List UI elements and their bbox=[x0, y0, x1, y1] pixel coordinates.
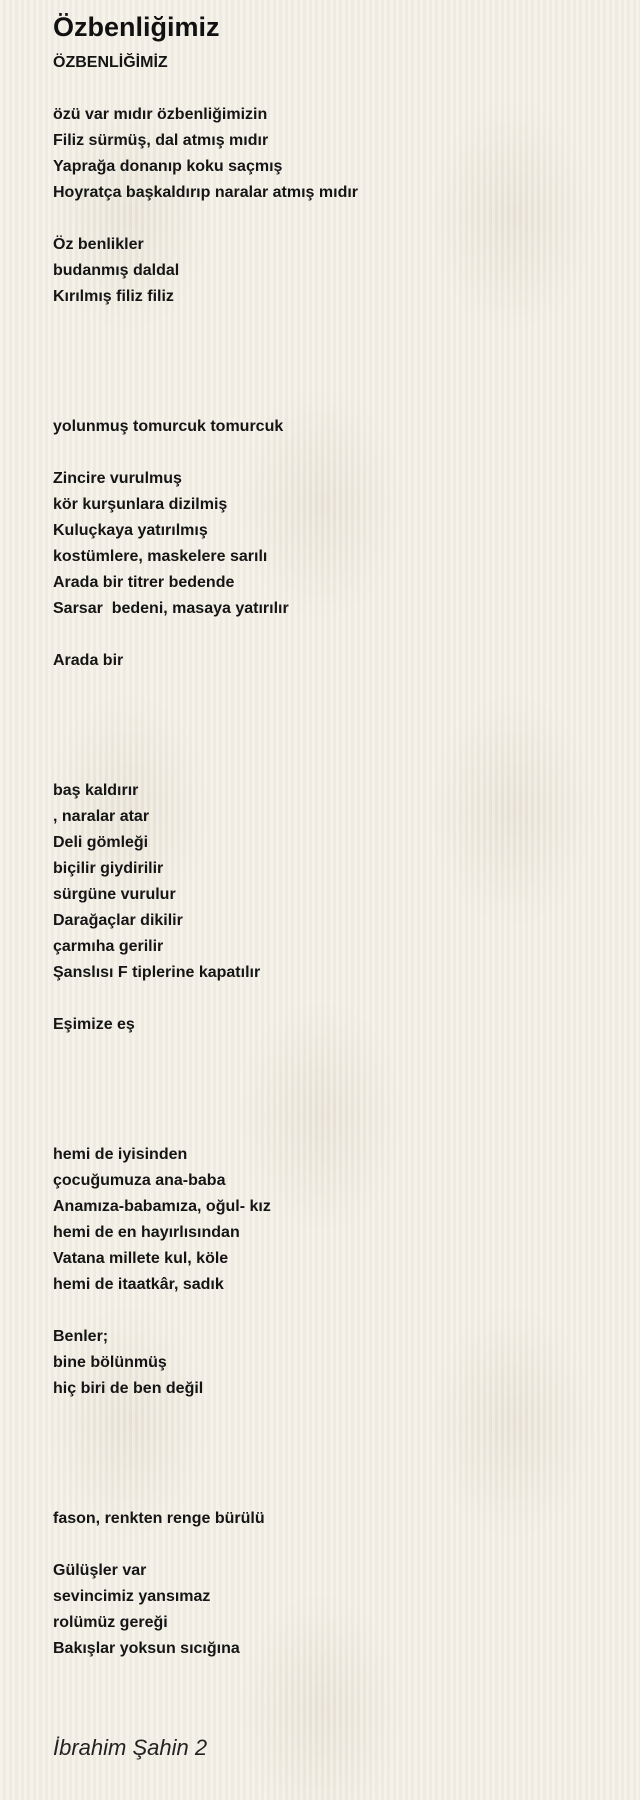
poem-line: bine bölünmüş bbox=[53, 1354, 167, 1371]
poem-blank-line bbox=[53, 726, 613, 752]
poem-line: Anamıza-babamıza, oğul- kız bbox=[53, 1198, 271, 1215]
poem-blank-line bbox=[53, 1064, 613, 1090]
poem-blank-line bbox=[53, 1298, 613, 1324]
poem-line: hemi de itaatkâr, sadık bbox=[53, 1276, 224, 1293]
poem-blank-line bbox=[53, 1090, 613, 1116]
poem-blank-line bbox=[53, 1116, 613, 1142]
poem-line: rolümüz gereği bbox=[53, 1614, 168, 1631]
poem-blank-line bbox=[53, 388, 613, 414]
poem-line: Darağaçlar dikilir bbox=[53, 912, 183, 929]
poem-line: , naralar atar bbox=[53, 808, 150, 825]
poem-blank-line bbox=[53, 1532, 613, 1558]
poem-line: sevincimiz yansımaz bbox=[53, 1588, 211, 1605]
poem-line: çocuğumuza ana-baba bbox=[53, 1172, 226, 1189]
poem-line: sürgüne vurulur bbox=[53, 886, 176, 903]
poem-blank-line bbox=[53, 310, 613, 336]
poem-line: Hoyratça başkaldırıp naralar atmış mıdır bbox=[53, 184, 359, 201]
poem-line: Filiz sürmüş, dal atmış mıdır bbox=[53, 132, 269, 149]
poem-line: fason, renkten renge bürülü bbox=[53, 1510, 265, 1527]
poem-line: çarmıha gerilir bbox=[53, 938, 164, 955]
poem-title: Özbenliğimiz bbox=[53, 12, 220, 42]
poem-line: Eşimize eş bbox=[53, 1016, 135, 1033]
poem-line: Sarsar bedeni, masaya yatırılır bbox=[53, 600, 289, 617]
poem-line: Zincire vurulmuş bbox=[53, 470, 182, 487]
poem-line: Benler; bbox=[53, 1328, 109, 1345]
poem-line: Yaprağa donanıp koku saçmış bbox=[53, 158, 283, 175]
poem-blank-line bbox=[53, 700, 613, 726]
poem-line: Kuluçkaya yatırılmış bbox=[53, 522, 208, 539]
poem-blank-line bbox=[53, 336, 613, 362]
poem-blank-line bbox=[53, 1428, 613, 1454]
poem-line: Gülüşler var bbox=[53, 1562, 147, 1579]
poem-blank-line bbox=[53, 1480, 613, 1506]
poem-line: ÖZBENLİĞİMİZ bbox=[53, 54, 168, 71]
poem-line: hemi de en hayırlısından bbox=[53, 1224, 240, 1241]
poem-line: Arada bir titrer bedende bbox=[53, 574, 235, 591]
poem-blank-line bbox=[53, 1038, 613, 1064]
poem-line: yolunmuş tomurcuk tomurcuk bbox=[53, 418, 284, 435]
poem-blank-line bbox=[53, 986, 613, 1012]
poem-blank-line bbox=[53, 1454, 613, 1480]
poem-line: Şanslısı F tiplerine kapatılır bbox=[53, 964, 261, 981]
poem-author: İbrahim Şahin 2 bbox=[53, 1735, 208, 1760]
poem-line: kostümlere, maskelere sarılı bbox=[53, 548, 268, 565]
poem-line: Deli gömleği bbox=[53, 834, 149, 851]
poem-line: Öz benlikler bbox=[53, 236, 144, 253]
poem-line: budanmış daldal bbox=[53, 262, 180, 279]
poem-line: Bakışlar yoksun sıcığına bbox=[53, 1640, 240, 1657]
poem-line: baş kaldırır bbox=[53, 782, 139, 799]
poem-body bbox=[53, 50, 613, 1662]
poem-line: Arada bir bbox=[53, 652, 124, 669]
poem-line: hiç biri de ben değil bbox=[53, 1380, 204, 1397]
poem-blank-line bbox=[53, 76, 613, 102]
poem-line: Kırılmış filiz filiz bbox=[53, 288, 174, 305]
poem-blank-line bbox=[53, 206, 613, 232]
poem-blank-line bbox=[53, 752, 613, 778]
poem-blank-line bbox=[53, 1402, 613, 1428]
poem-blank-line bbox=[53, 674, 613, 700]
poem-line: kör kurşunlara dizilmiş bbox=[53, 496, 228, 513]
poem-line: Vatana millete kul, köle bbox=[53, 1250, 229, 1267]
poem-line: özü var mıdır özbenliğimizin bbox=[53, 106, 268, 123]
poem-line: hemi de iyisinden bbox=[53, 1146, 188, 1163]
poem-line: biçilir giydirilir bbox=[53, 860, 164, 877]
poem-blank-line bbox=[53, 362, 613, 388]
poem-blank-line bbox=[53, 622, 613, 648]
poem-blank-line bbox=[53, 440, 613, 466]
